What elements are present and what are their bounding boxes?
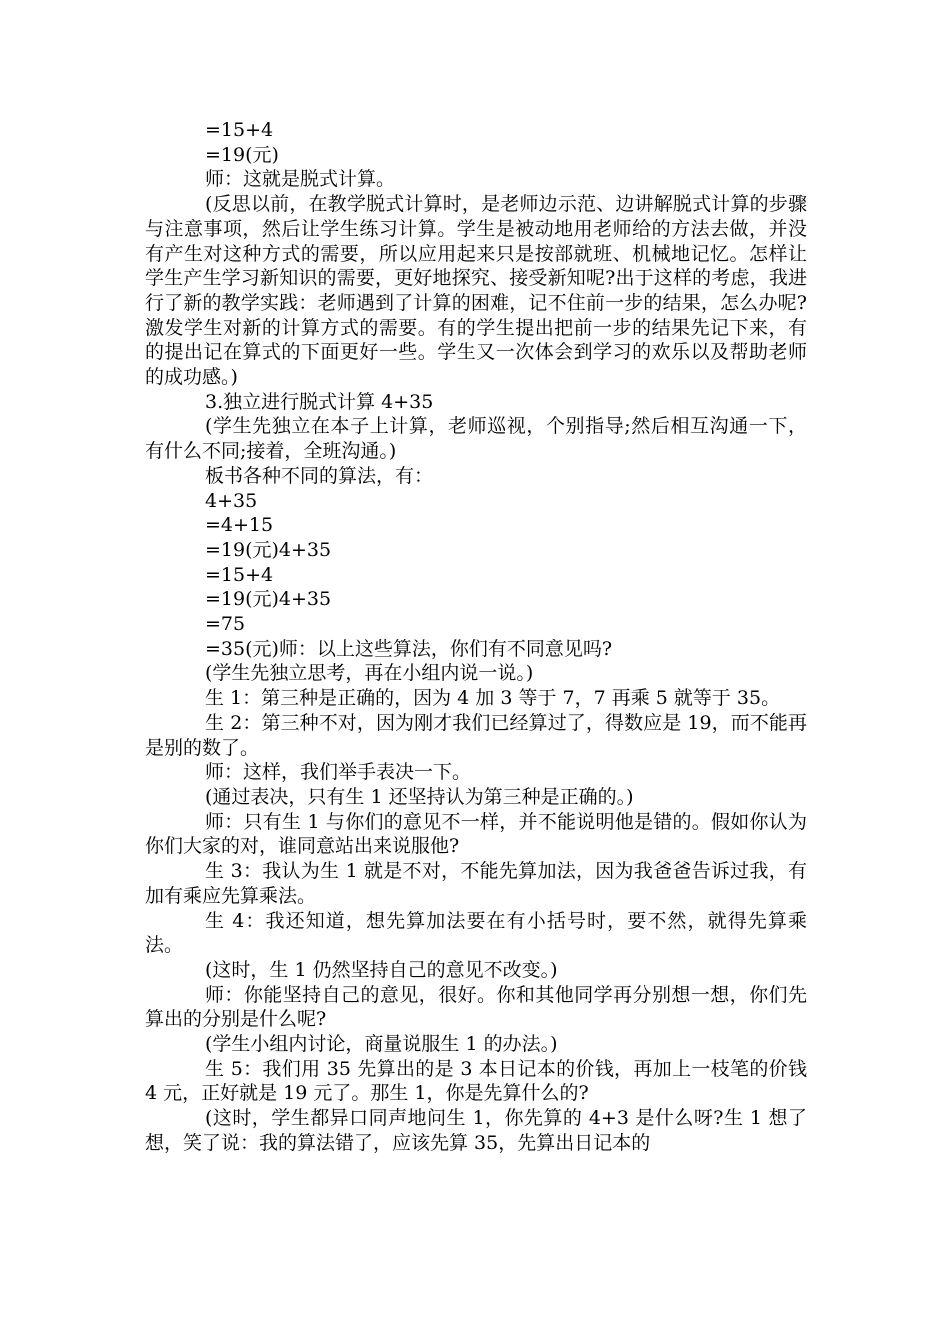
paragraph: =19(元) (205, 143, 279, 166)
paragraph: (学生先独立思考，再在小组内说一说。) (205, 662, 534, 685)
paragraph: (学生先独立在本子上计算，老师巡视，个别指导;然后相互沟通一下，有什么不同;接着，全班沟通。) (145, 415, 807, 463)
paragraph: 生 5：我们用 35 先算出的是 3 本日记本的价钱，再加上一枝笔的价钱 4 元，正好就是 19 元了。那生 1，你是先算什么的? (145, 1057, 807, 1105)
paragraph: (反思以前，在教学脱式计算时，是老师边示范、边讲解脱式计算的步骤与注意事项，然后让学生练习计算。学生是被动地用老师给的方法去做，并没有产生对这种方式的需要，所以应用起来只是按部就班、机械地记忆。怎样让学生产生学习新知识的需要，更好地探究、接受新知呢?出于这样的考虑，我进行了新的教学实践：老师遇到了计算的困难，记不住前一步的结果，怎么办呢?激发学生对新的计算方式的需要。有的学生提出把前一步的结果先记下来，有的提出记在算式的下面更好一些。学生又一次体会到学习的欢乐以及帮助老师的成功感。) (145, 193, 807, 389)
paragraph: 师：你能坚持自己的意见，很好。你和其他同学再分别想一想，你们先算出的分别是什么呢? (145, 983, 807, 1031)
paragraph: 板书各种不同的算法，有： (205, 464, 434, 487)
paragraph: 师：这样，我们举手表决一下。 (205, 761, 472, 784)
paragraph: 生 1：第三种是正确的，因为 4 加 3 等于 7，7 再乘 5 就等于 35。 (205, 687, 781, 710)
paragraph: 师：只有生 1 与你们的意见不一样，并不能说明他是错的。假如你认为你们大家的对，谁同意站出来说服他? (145, 810, 807, 858)
paragraph: (这时，生 1 仍然坚持自己的意见不改变。) (205, 958, 558, 981)
paragraph: (学生小组内讨论，商量说服生 1 的办法。) (205, 1033, 558, 1056)
paragraph: =4+15 (205, 514, 274, 537)
paragraph: =15+4 (205, 563, 274, 586)
paragraph: (通过表决，只有生 1 还坚持认为第三种是正确的。) (205, 785, 634, 808)
paragraph: =15+4 (205, 119, 274, 141)
paragraph: (这时，学生都异口同声地问生 1，你先算的 4+3 是什么呀?生 1 想了想，笑了说：我的算法错了，应该先算 35，先算出日记本的 (145, 1107, 807, 1154)
paragraph: 4+35 (205, 489, 258, 512)
paragraph: =35(元)师：以上这些算法，你们有不同意见吗? (205, 637, 613, 660)
paragraph: 师：这就是脱式计算。 (205, 168, 396, 191)
paragraph: 生 2：第三种不对，因为刚才我们已经算过了，得数应是 19，而不能再是别的数了。 (145, 711, 807, 759)
paragraph: 生 3：我认为生 1 就是不对，不能先算加法，因为我爸爸告诉过我，有加有乘应先算乘法。 (145, 860, 807, 907)
paragraph: =19(元)4+35 (205, 588, 332, 611)
paragraph: 生 4：我还知道，想先算加法要在有小括号时，要不然，就得先算乘法。 (145, 909, 807, 957)
paragraph: =75 (205, 613, 246, 636)
document-body (145, 118, 807, 1156)
paragraph: 3.独立进行脱式计算 4+35 (205, 390, 434, 413)
paragraph: =19(元)4+35 (205, 538, 332, 561)
